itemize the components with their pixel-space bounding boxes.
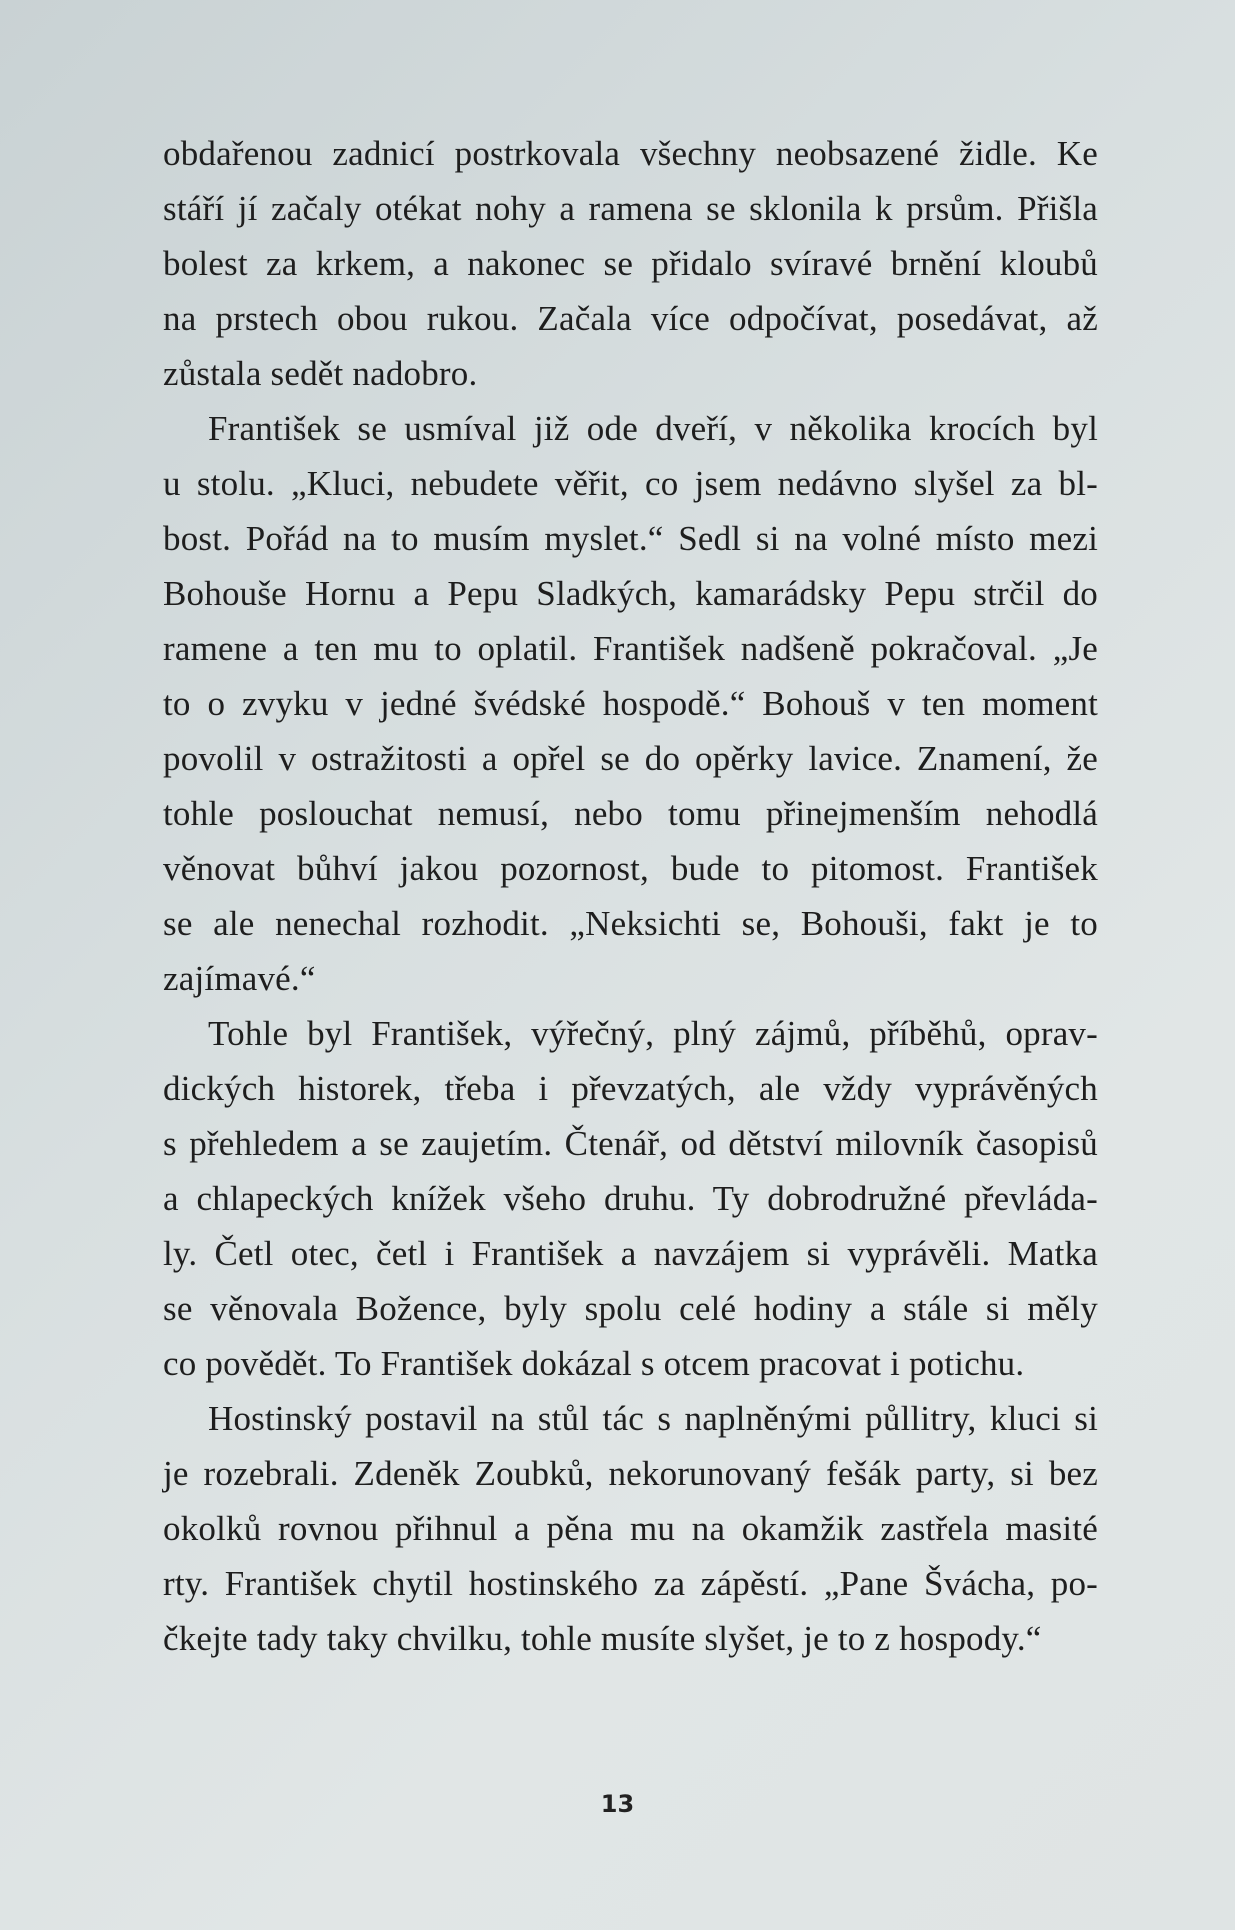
text-line: je rozebrali. Zdeněk Zoubků, nekorunovaný fešák party, si bez: [163, 1454, 1098, 1493]
text-line: čkejte tady taky chvilku, tohle musíte slyšet, je to z hospody.“: [163, 1619, 1042, 1658]
text-line: povolil v ostražitosti a opřel se do opěrky lavice. Znamení, že: [163, 739, 1098, 778]
text-line: Bohouše Hornu a Pepu Sladkých, kamarádsky Pepu strčil do: [163, 574, 1098, 613]
text-line: s přehledem a se zaujetím. Čtenář, od dětství milovník časopisů: [163, 1124, 1098, 1163]
text-line: rty. František chytil hostinského za zápěstí. „Pane Švácha, po-: [163, 1564, 1098, 1603]
text-line: dických historek, třeba i převzatých, ale vždy vyprávěných: [163, 1069, 1098, 1108]
text-line: zůstala sedět nadobro.: [163, 354, 478, 393]
text-line: to o zvyku v jedné švédské hospodě.“ Bohouš v ten moment: [163, 684, 1098, 723]
text-line: a chlapeckých knížek všeho druhu. Ty dobrodružné převláda-: [163, 1179, 1098, 1218]
text-line: u stolu. „Kluci, nebudete věřit, co jsem nedávno slyšel za bl-: [163, 464, 1098, 503]
text-line: co povědět. To František dokázal s otcem pracovat i potichu.: [163, 1344, 1025, 1383]
text-line: František se usmíval již ode dveří, v několika krocích byl: [208, 409, 1098, 448]
paragraph-4: [163, 1391, 1098, 1666]
text-line: ly. Četl otec, četl i František a navzájem si vyprávěli. Matka: [163, 1234, 1098, 1273]
text-line: Hostinský postavil na stůl tác s naplněnými půllitry, kluci si: [208, 1399, 1098, 1438]
text-line: bost. Pořád na to musím myslet.“ Sedl si na volné místo mezi: [163, 519, 1098, 558]
page-number: 13: [600, 1790, 635, 1818]
text-line: stáří jí začaly otékat nohy a ramena se sklonila k prsům. Přišla: [163, 189, 1098, 228]
text-line: okolků rovnou přihnul a pěna mu na okamžik zastřela masité: [163, 1509, 1098, 1548]
body-text: [163, 126, 1098, 1666]
text-line: Tohle byl František, výřečný, plný zájmů, příběhů, oprav-: [208, 1014, 1098, 1053]
text-line: ramene a ten mu to oplatil. František nadšeně pokračoval. „Je: [163, 629, 1098, 668]
paragraph-1: [163, 126, 1098, 401]
text-line: obdařenou zadnicí postrkovala všechny neobsazené židle. Ke: [163, 134, 1098, 173]
text-line: bolest za krkem, a nakonec se přidalo svíravé brnění kloubů: [163, 244, 1098, 283]
text-line: věnovat bůhví jakou pozornost, bude to pitomost. František: [163, 849, 1098, 888]
paragraph-2: [163, 401, 1098, 1006]
text-line: se věnovala Božence, byly spolu celé hodiny a stále si měly: [163, 1289, 1098, 1328]
text-line: tohle poslouchat nemusí, nebo tomu přinejmenším nehodlá: [163, 794, 1098, 833]
text-line: zajímavé.“: [163, 959, 316, 998]
text-line: se ale nenechal rozhodit. „Neksichti se, Bohouši, fakt je to: [163, 904, 1098, 943]
text-line: na prstech obou rukou. Začala více odpočívat, posedávat, až: [163, 299, 1098, 338]
paragraph-3: [163, 1006, 1098, 1391]
